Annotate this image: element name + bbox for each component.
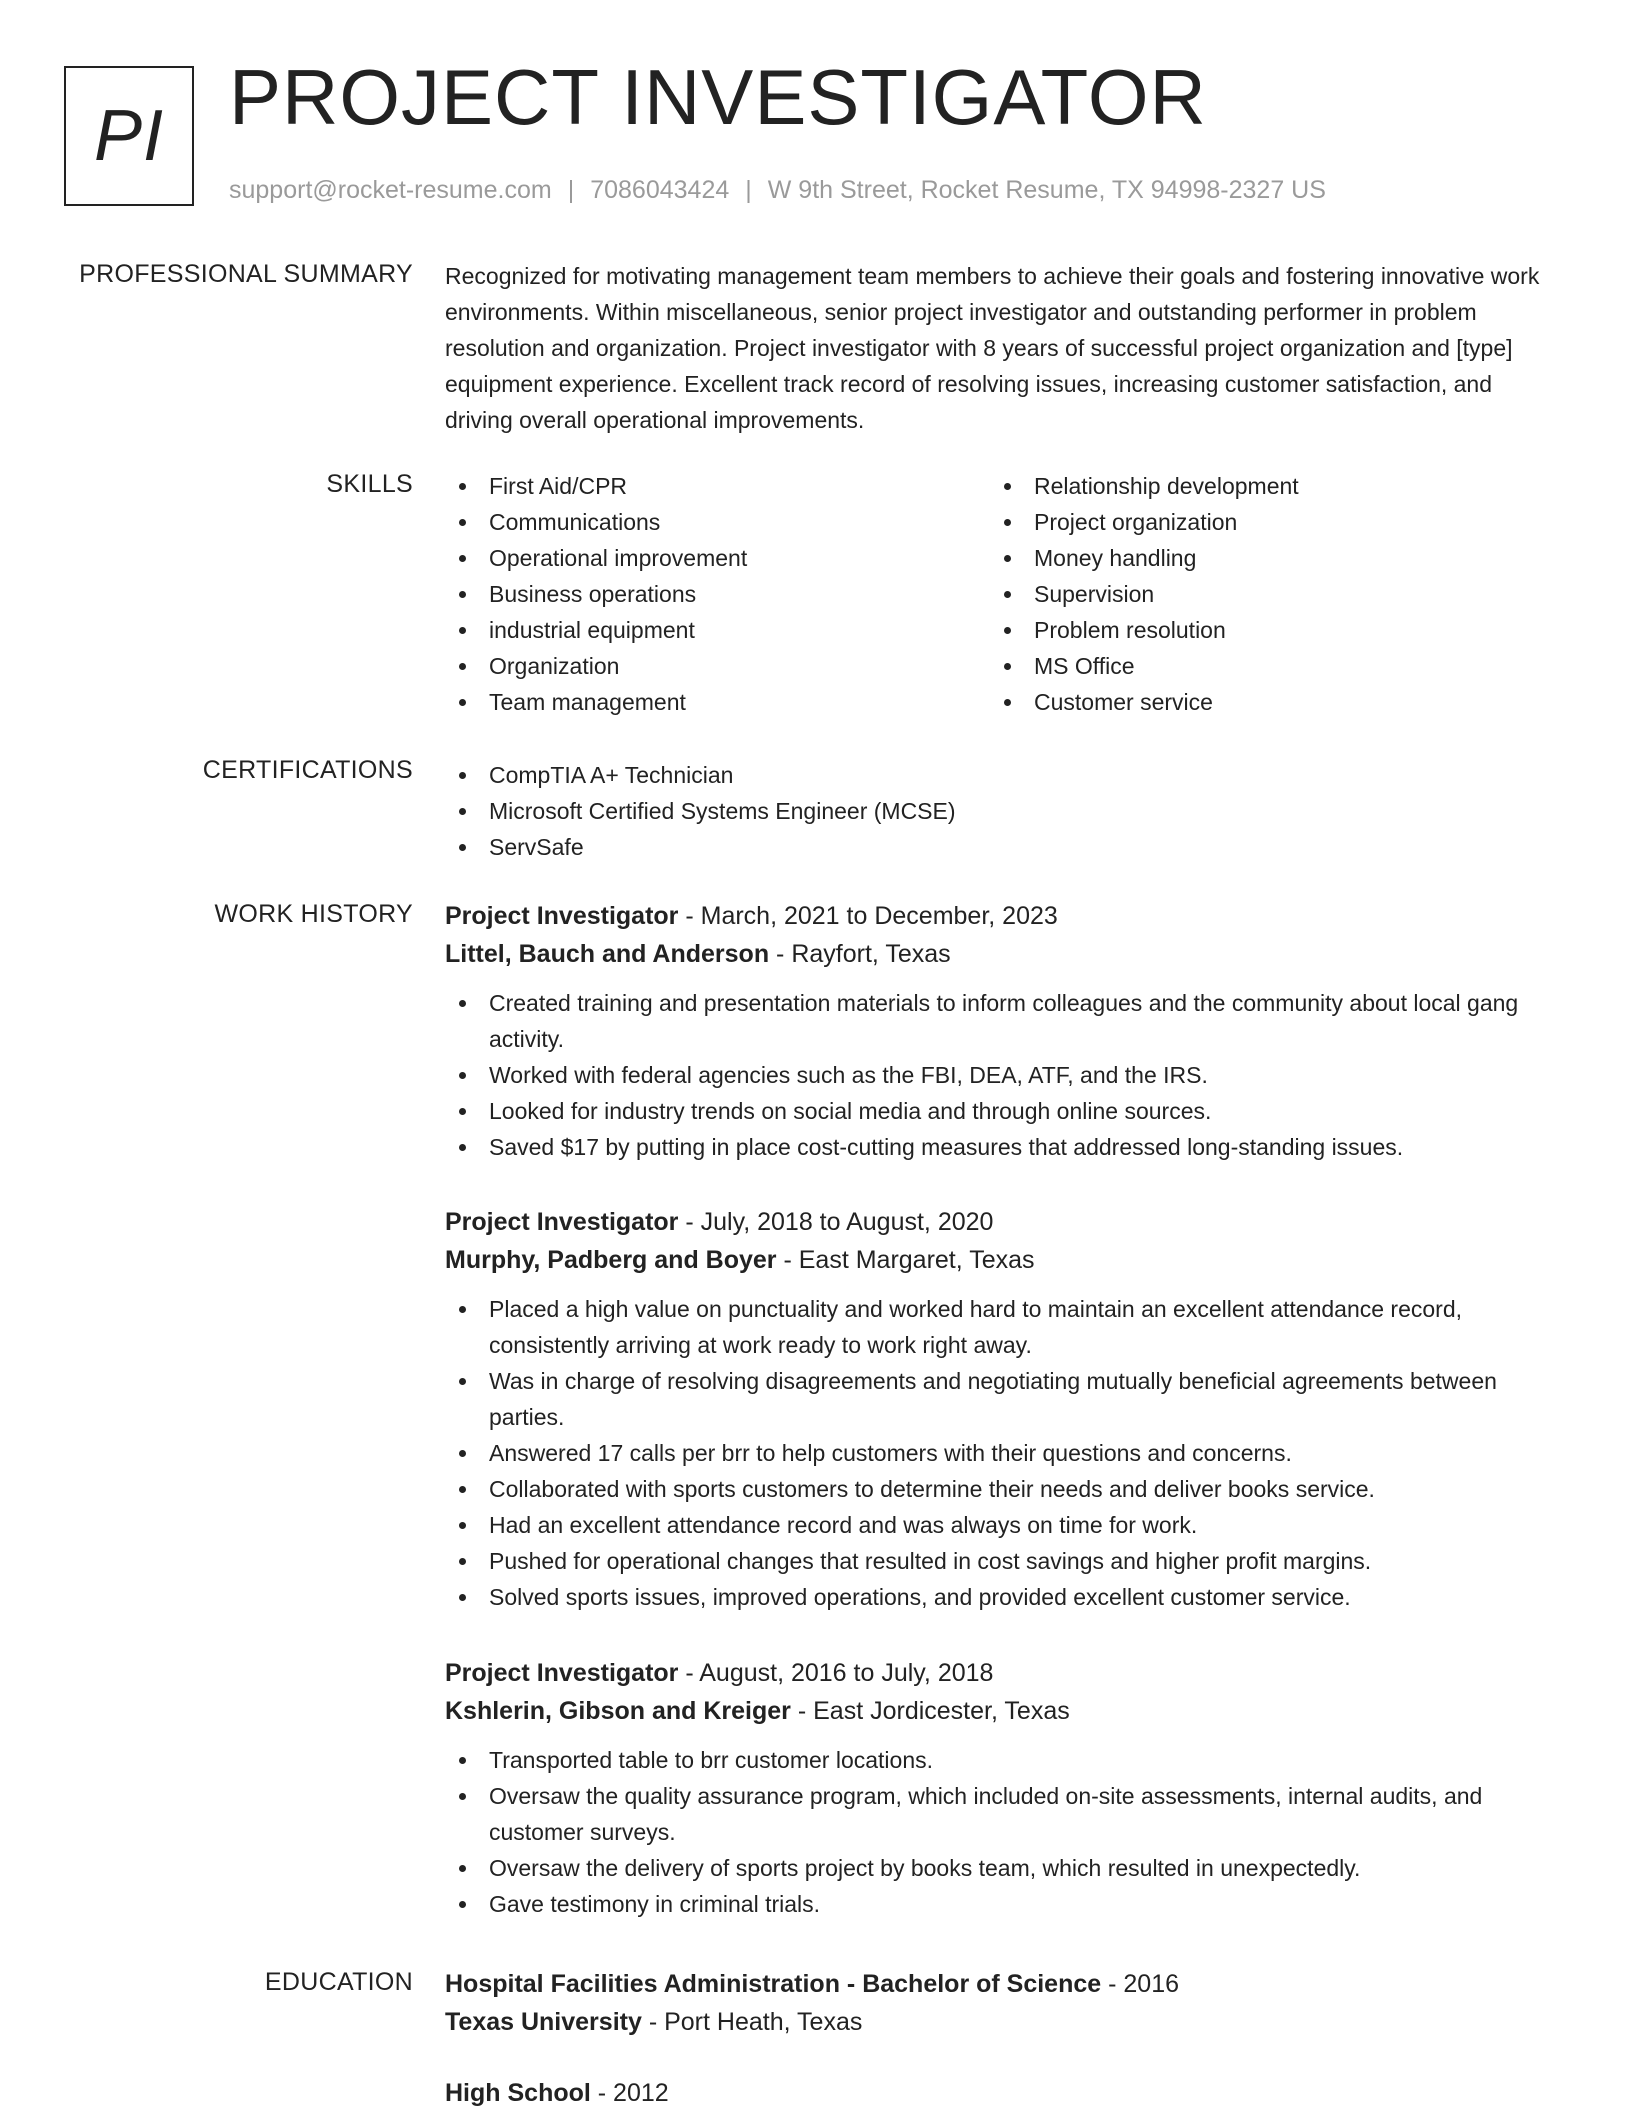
certifications-section bbox=[445, 757, 1565, 865]
job-bullet: Pushed for operational changes that resulted in cost savings and higher profit margins. bbox=[445, 1543, 1565, 1579]
job-location: - East Margaret, Texas bbox=[776, 1246, 1035, 1274]
contact-address: W 9th Street, Rocket Resume, TX 94998-2327 US bbox=[767, 176, 1326, 204]
skill-item: Customer service bbox=[990, 684, 1535, 720]
job-entry bbox=[445, 897, 1565, 1165]
job-bullet: Solved sports issues, improved operations, and provided excellent customer service. bbox=[445, 1579, 1565, 1615]
contact-line bbox=[229, 176, 1326, 205]
skill-item: Business operations bbox=[445, 576, 990, 612]
skills-section bbox=[445, 468, 1565, 720]
job-title: Project Investigator bbox=[445, 902, 679, 930]
skill-item: Problem resolution bbox=[990, 612, 1535, 648]
education-heading: EDUCATION bbox=[264, 1968, 413, 1996]
certifications-heading: CERTIFICATIONS bbox=[202, 756, 413, 784]
skills-heading: SKILLS bbox=[326, 470, 413, 498]
work-history-heading: WORK HISTORY bbox=[214, 900, 413, 928]
summary-section bbox=[445, 258, 1565, 438]
skill-item: First Aid/CPR bbox=[445, 468, 990, 504]
skill-item: Project organization bbox=[990, 504, 1535, 540]
job-company-line bbox=[445, 1241, 1565, 1279]
job-location: - Rayfort, Texas bbox=[769, 940, 951, 968]
job-company: Kshlerin, Gibson and Kreiger bbox=[445, 1697, 791, 1725]
job-title: Project Investigator bbox=[445, 1659, 679, 1687]
contact-email[interactable]: support@rocket-resume.com bbox=[229, 176, 552, 204]
certification-item: ServSafe bbox=[445, 829, 1565, 865]
education-degree-line bbox=[445, 1965, 1565, 2003]
skill-item: Supervision bbox=[990, 576, 1535, 612]
job-company: Murphy, Padberg and Boyer bbox=[445, 1246, 777, 1274]
job-company: Littel, Bauch and Anderson bbox=[445, 940, 770, 968]
summary-text: Recognized for motivating management team members to achieve their goals and fostering innovative work environments. Within miscellaneous, senior project investigator and outstanding performer in problem resolution and organization. Project investigator with 8 years of successful project organization and [type] equipment experience. Excellent track record of resolving issues, increasing customer satisfaction, and driving overall operational improvements. bbox=[445, 263, 1540, 433]
monogram-text: PI bbox=[93, 96, 165, 176]
education-degree: Hospital Facilities Administration - Bachelor of Science bbox=[445, 1970, 1102, 1998]
education-school-line bbox=[445, 2003, 1565, 2041]
job-bullets bbox=[445, 985, 1565, 1165]
skills-list-left bbox=[445, 468, 990, 720]
job-bullet: Placed a high value on punctuality and worked hard to maintain an excellent attendance record, consistently arriving at work ready to work right away. bbox=[445, 1291, 1565, 1363]
job-entry bbox=[445, 1203, 1565, 1615]
job-bullet: Collaborated with sports customers to determine their needs and deliver books service. bbox=[445, 1471, 1565, 1507]
job-company-line bbox=[445, 935, 1565, 973]
job-bullet: Oversaw the quality assurance program, which included on-site assessments, internal audits, and customer surveys. bbox=[445, 1778, 1565, 1850]
job-company-line bbox=[445, 1692, 1565, 1730]
skill-item: Money handling bbox=[990, 540, 1535, 576]
job-bullet: Saved $17 by putting in place cost-cutting measures that addressed long-standing issues. bbox=[445, 1129, 1565, 1165]
job-bullet: Oversaw the delivery of sports project by books team, which resulted in unexpectedly. bbox=[445, 1850, 1565, 1886]
job-bullet: Transported table to brr customer locations. bbox=[445, 1742, 1565, 1778]
job-dates: - March, 2021 to December, 2023 bbox=[678, 902, 1058, 930]
skill-item: industrial equipment bbox=[445, 612, 990, 648]
education-location: - Port Heath, Texas bbox=[641, 2008, 863, 2036]
job-bullet: Had an excellent attendance record and was always on time for work. bbox=[445, 1507, 1565, 1543]
education-degree: High School bbox=[445, 2079, 591, 2107]
education-school: Texas University bbox=[445, 2008, 642, 2036]
job-bullets bbox=[445, 1291, 1565, 1615]
job-bullet: Was in charge of resolving disagreements and negotiating mutually beneficial agreements between parties. bbox=[445, 1363, 1565, 1435]
job-bullet: Worked with federal agencies such as the FBI, DEA, ATF, and the IRS. bbox=[445, 1057, 1565, 1093]
education-entry bbox=[445, 1965, 1565, 2041]
job-bullet: Answered 17 calls per brr to help customers with their questions and concerns. bbox=[445, 1435, 1565, 1471]
skill-item: Operational improvement bbox=[445, 540, 990, 576]
job-bullet: Gave testimony in criminal trials. bbox=[445, 1886, 1565, 1922]
education-year: - 2016 bbox=[1101, 1970, 1180, 1998]
job-dates: - July, 2018 to August, 2020 bbox=[678, 1208, 994, 1236]
contact-separator: | bbox=[567, 176, 575, 204]
job-entry bbox=[445, 1654, 1565, 1922]
job-bullet: Looked for industry trends on social media and through online sources. bbox=[445, 1093, 1565, 1129]
skill-item: Communications bbox=[445, 504, 990, 540]
job-title-line bbox=[445, 1654, 1565, 1692]
contact-phone[interactable]: 7086043424 bbox=[590, 176, 730, 204]
skill-item: Relationship development bbox=[990, 468, 1535, 504]
resume-name: PROJECT INVESTIGATOR bbox=[229, 53, 1207, 141]
certification-item: Microsoft Certified Systems Engineer (MCSE) bbox=[445, 793, 1565, 829]
job-location: - East Jordicester, Texas bbox=[790, 1697, 1070, 1725]
education-year: - 2012 bbox=[590, 2079, 669, 2107]
job-dates: - August, 2016 to July, 2018 bbox=[678, 1659, 994, 1687]
education-degree-line bbox=[445, 2074, 1565, 2112]
summary-heading: PROFESSIONAL SUMMARY bbox=[79, 260, 413, 288]
job-title: Project Investigator bbox=[445, 1208, 679, 1236]
job-bullet: Created training and presentation materials to inform colleagues and the community about local gang activity. bbox=[445, 985, 1565, 1057]
skill-item: Organization bbox=[445, 648, 990, 684]
monogram-badge bbox=[64, 66, 194, 206]
skill-item: MS Office bbox=[990, 648, 1535, 684]
skills-list-right bbox=[990, 468, 1535, 720]
skill-item: Team management bbox=[445, 684, 990, 720]
job-title-line bbox=[445, 897, 1565, 935]
certifications-list bbox=[445, 757, 1565, 865]
certification-item: CompTIA A+ Technician bbox=[445, 757, 1565, 793]
job-title-line bbox=[445, 1203, 1565, 1241]
education-entry bbox=[445, 2074, 1565, 2112]
job-bullets bbox=[445, 1742, 1565, 1922]
contact-separator: | bbox=[745, 176, 752, 204]
